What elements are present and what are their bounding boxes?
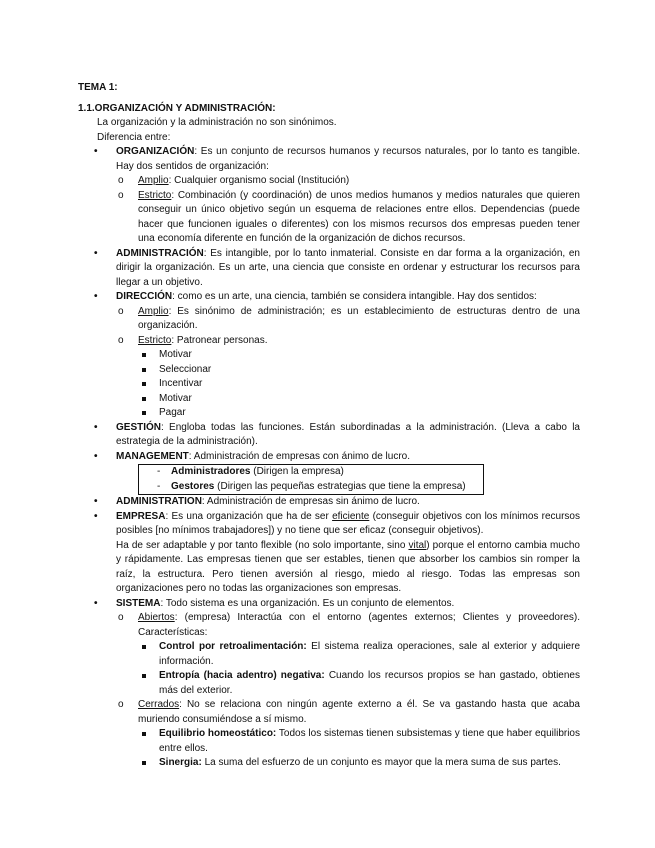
circle-bullet-icon: o — [118, 699, 124, 710]
section-heading: 1.1.ORGANIZACIÓN Y ADMINISTRACIÓN: — [78, 103, 276, 114]
square-bullet-icon — [142, 732, 146, 736]
term: MANAGEMENT — [116, 450, 189, 462]
definition: : Administración de empresas con ánimo de lucro. — [188, 450, 411, 462]
term: Amplio — [138, 175, 169, 186]
bullet-icon: • — [94, 450, 98, 462]
square-bullet-icon — [142, 382, 146, 386]
term: ADMINISTRATION — [116, 496, 202, 507]
list-item: Pagar — [78, 406, 580, 421]
definition: : Patronear personas. — [171, 334, 268, 346]
term: Amplio — [138, 305, 169, 317]
square-bullet-icon — [142, 353, 146, 357]
bullet-icon: • — [94, 291, 98, 302]
definition: : como es un arte, una ciencia, también se considera intangible. Hay dos sentidos: — [172, 291, 537, 302]
subitem-estricto — [78, 189, 580, 247]
bullet-icon: • — [94, 510, 98, 522]
definition: : Es intangible, por lo tanto inmaterial. Consiste en dar forma a la organización, en dirigir la organización. Es un arte, una ciencia que consiste en ordenar y estructurar los recursos para llegar a un objetivo. — [116, 247, 580, 288]
list-item: Entropía (hacia adentro) negativa: Cuando los recursos propios se han gastado, obtienes más del exterior. — [78, 669, 580, 698]
term: ORGANIZACIÓN — [116, 146, 195, 157]
term: EMPRESA — [116, 510, 166, 522]
subitem-estricto — [78, 334, 580, 349]
bullet-sistema — [78, 597, 580, 612]
list-item: Sinergia: La suma del esfuerzo de un conjunto es mayor que la mera suma de sus partes. — [78, 756, 580, 771]
bullet-icon: • — [94, 421, 98, 433]
term: Estricto — [138, 334, 172, 346]
intro-line: Diferencia entre: — [97, 131, 171, 143]
subitem-amplio — [78, 305, 580, 334]
definition: : Engloba todas las funciones. Están subordinadas a la administración. (Lleva a cabo la estrategia de la administración). — [116, 421, 580, 447]
circle-bullet-icon: o — [118, 189, 124, 201]
list-item: Motivar — [78, 392, 580, 407]
subitem-amplio — [78, 174, 580, 189]
square-bullet-icon — [142, 368, 146, 372]
bullet-icon: • — [94, 496, 98, 507]
document-title: TEMA 1: — [78, 82, 118, 93]
bullet-empresa: • EMPRESA: Es una organización que ha de ser eficiente (conseguir objetivos con los mínimos recursos posibles [no mínimos trabajadores]) y no tiene que ser eficaz (conseguir objetivos). — [94, 510, 580, 536]
definition: : Todo sistema es una organización. Es un conjunto de elementos. — [160, 597, 455, 609]
subitem-abiertos — [78, 611, 580, 640]
dash-item: - Administradores (Dirigen la empresa) — [157, 465, 483, 480]
definition: : Es un conjunto de recursos humanos y recursos naturales, por lo tanto es tangible. Hay dos sentidos de organización: — [116, 146, 580, 172]
circle-bullet-icon: o — [118, 175, 124, 186]
term: Estricto — [138, 189, 172, 201]
bullet-icon: • — [94, 146, 98, 157]
bullet-direccion — [78, 290, 580, 305]
term: SISTEMA — [116, 597, 161, 609]
bullet-icon: • — [94, 597, 98, 609]
dash-bullet-icon: - — [157, 466, 161, 477]
definition: : Administración de empresas sin ánimo de lucro. — [201, 496, 420, 507]
square-bullet-icon — [142, 645, 146, 649]
definition: : (empresa) Interactúa con el entorno (agentes externos; Clientes y proveedores). Características: — [138, 612, 580, 638]
definition: : Combinación (y coordinación) de unos medios humanos y medios naturales que quieren conseguir un único objetivo según un esquema de relaciones entre ellos. Dependencias (puede hacer que funcionen iguales o diferentes) con los mismos recursos dos empresas pueden tener una economía diferente en función de la organización de dichos recursos. — [138, 189, 580, 244]
dash-bullet-icon: - — [157, 480, 161, 492]
square-bullet-icon — [142, 674, 146, 678]
list-item: Equilibrio homeostático: Todos los sistemas tienen subsistemas y tiene que haber equilibrios entre ellos. — [78, 727, 580, 756]
list-item: Motivar — [78, 348, 580, 363]
paragraph-continuation: Ha de ser adaptable y por tanto flexible (no solo importante, sino vital) porque el entorno cambia mucho y rápidamente. Las empresas tienen que ser estables, tienen que absorber los cambios sin romper la raíz, la estructura. Pero tienen aversión al riesgo, miedo al riesgo. Todas las empresas son organizaciones pero no todas las organizaciones son empresas. — [116, 539, 580, 594]
bullet-gestion — [78, 421, 580, 450]
bullet-administracion — [78, 247, 580, 291]
circle-bullet-icon: o — [118, 612, 124, 623]
circle-bullet-icon: o — [118, 305, 124, 317]
dash-item: - Gestores (Dirigen las pequeñas estrategias que tiene la empresa) — [157, 480, 483, 495]
intro-line: La organización y la administración no son sinónimos. — [97, 117, 337, 128]
circle-bullet-icon: o — [118, 334, 124, 346]
square-bullet-icon — [142, 411, 146, 415]
definition: : No se relaciona con ningún agente externo a él. Se va gastando hasta que acaba muriendo consumiéndose a sí mismo. — [138, 699, 580, 725]
square-bullet-icon — [142, 761, 146, 765]
term: DIRECCIÓN — [116, 291, 173, 302]
square-bullet-icon — [142, 397, 146, 401]
bullet-management — [78, 450, 580, 465]
list-item: Seleccionar — [78, 363, 580, 378]
term: GESTIÓN — [116, 421, 162, 433]
definition: : Es sinónimo de administración; es un establecimiento de estructuras dentro de una organización. — [138, 305, 580, 331]
term: Abiertos — [138, 612, 175, 623]
term: ADMINISTRACIÓN — [116, 247, 204, 259]
management-box — [138, 464, 484, 495]
bullet-organizacion — [78, 145, 580, 174]
list-item: Control por retroalimentación: El sistema realiza operaciones, sale al exterior y adquiere información. — [78, 640, 580, 669]
subitem-cerrados — [78, 698, 580, 727]
document-body — [78, 116, 580, 771]
bullet-administration — [78, 495, 580, 510]
bullet-icon: • — [94, 247, 98, 259]
definition: : Cualquier organismo social (Institución) — [168, 175, 350, 186]
list-item: Incentivar — [78, 377, 580, 392]
term: Cerrados — [138, 699, 180, 710]
